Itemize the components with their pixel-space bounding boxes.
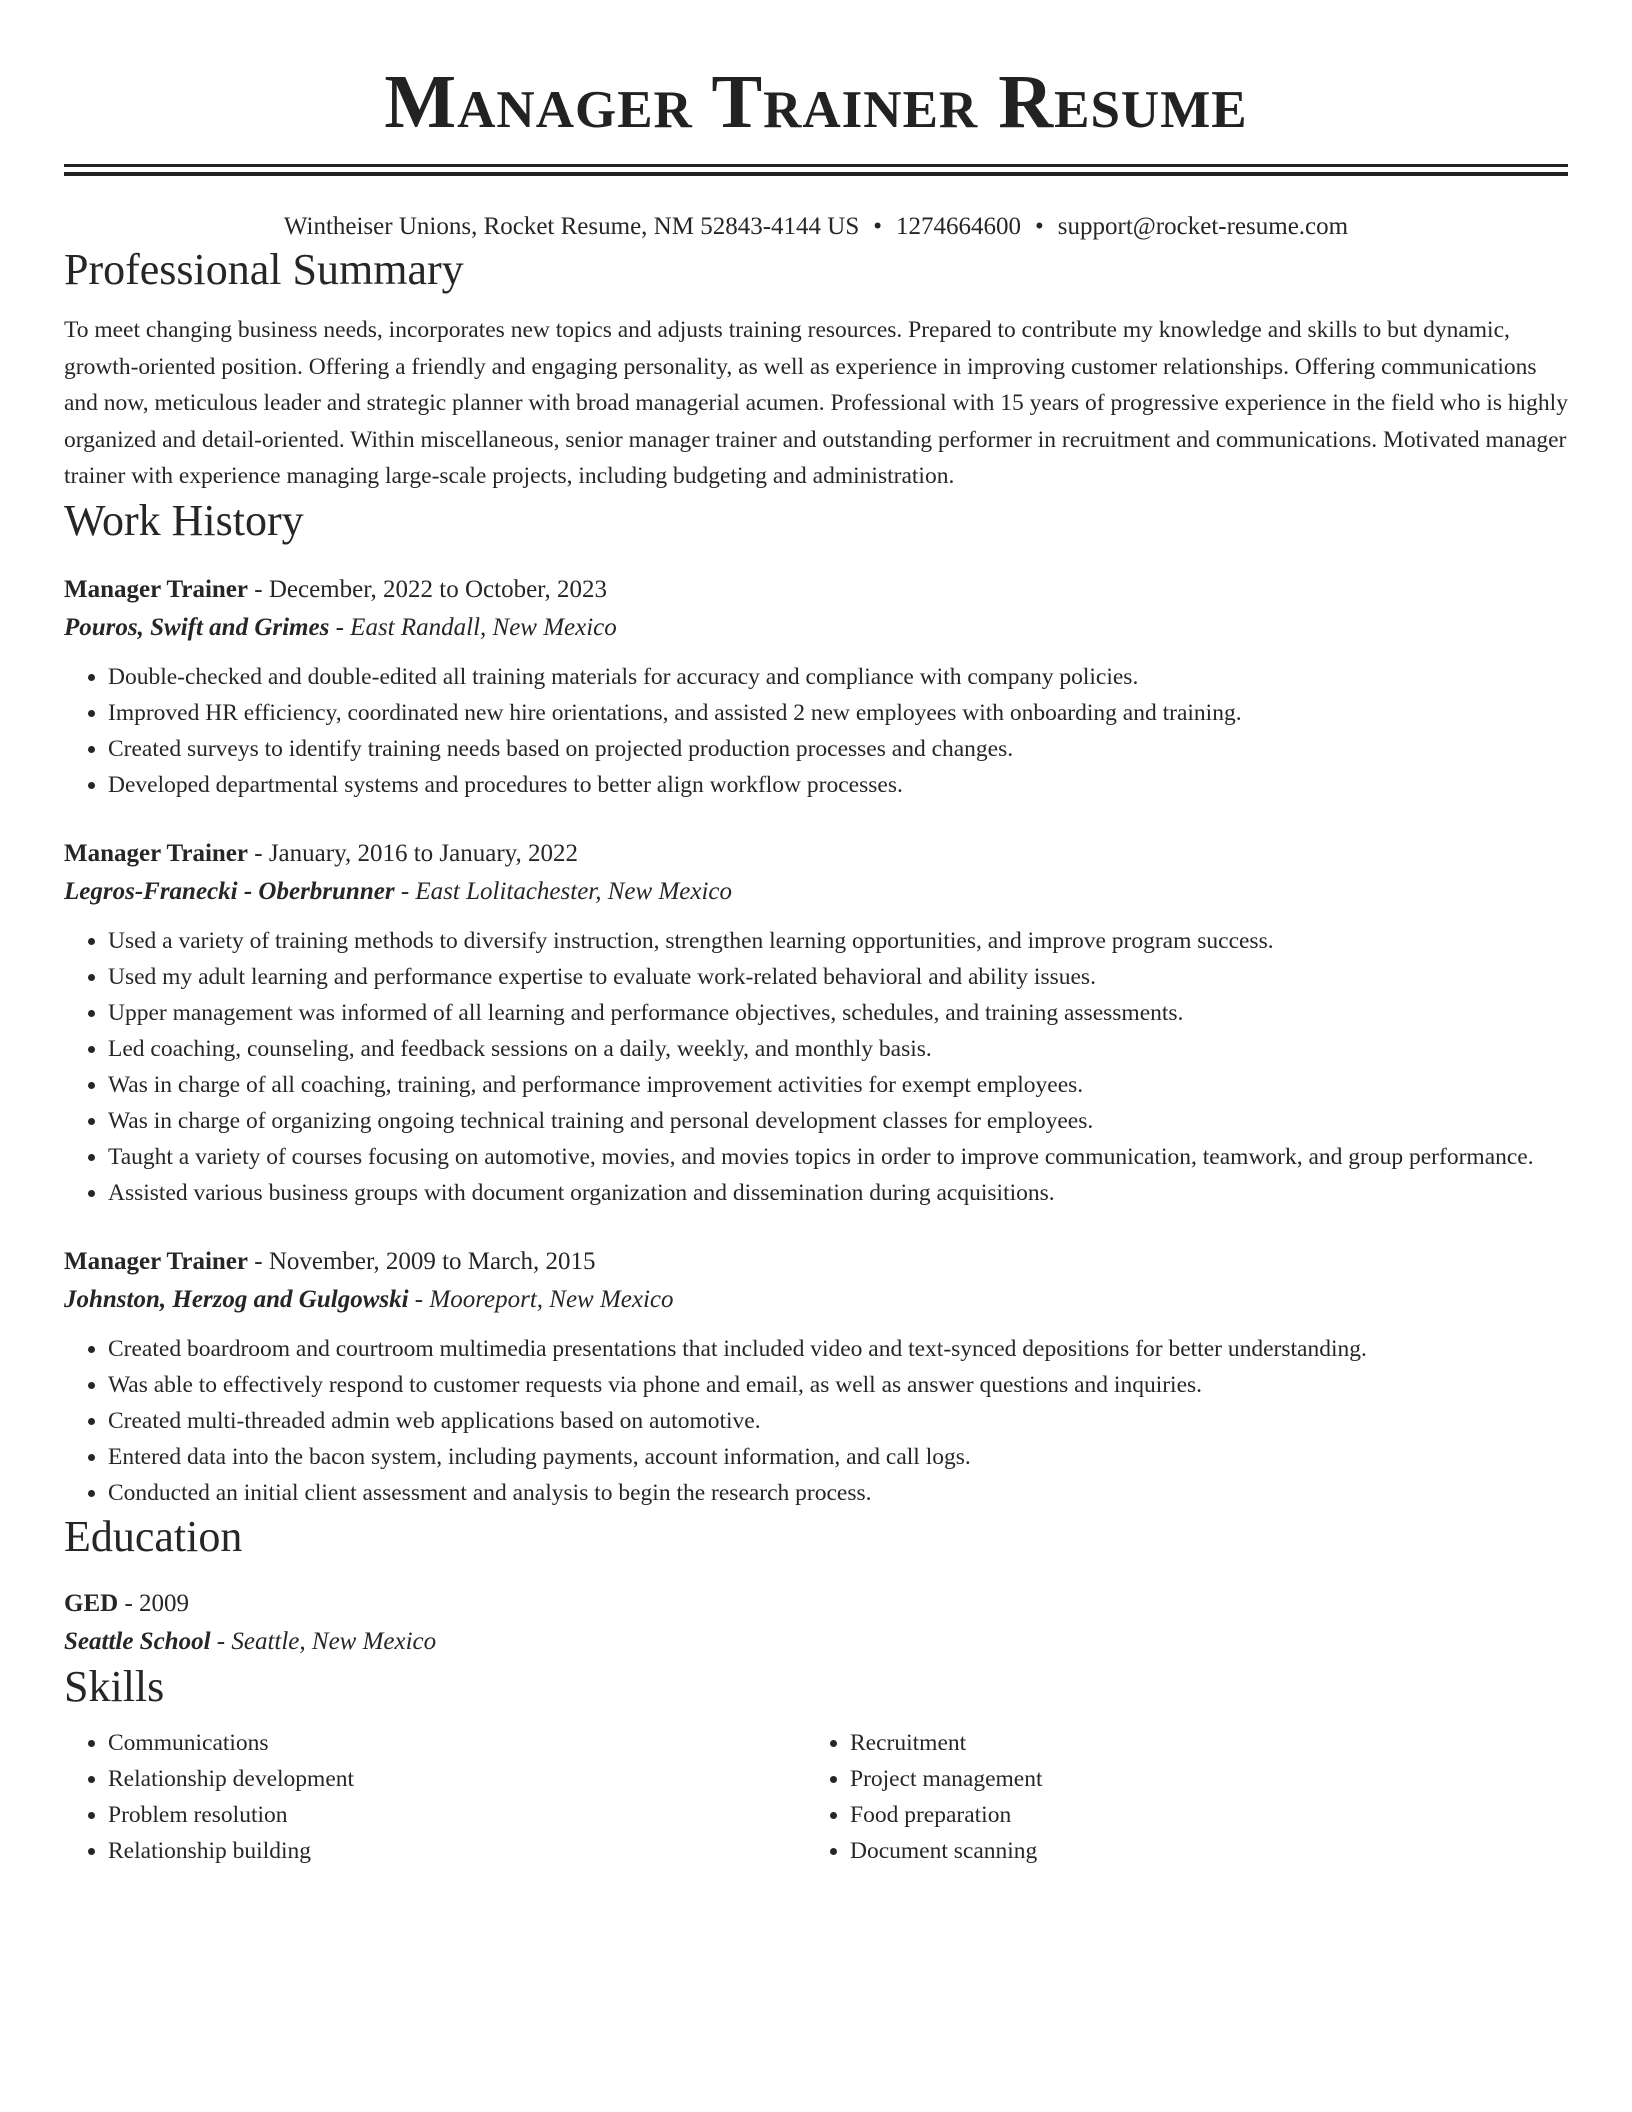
summary-heading: Professional Summary	[64, 245, 464, 294]
separator-dot: •	[1035, 213, 1044, 240]
contact-email: support@rocket-resume.com	[1057, 213, 1349, 240]
job-entry	[64, 571, 1568, 803]
list-item: • Used a variety of training methods to diversify instruction, strengthen learning opportunities, and improve program success.	[108, 923, 1568, 959]
job-title-line	[64, 571, 1568, 609]
contact-phone: 1274664600	[896, 213, 1022, 240]
skill-item: • Food preparation	[850, 1797, 1548, 1833]
summary-text: To meet changing business needs, incorporates new topics and adjusts training resources. Prepared to contribute my knowledge and skills to but dynamic, growth-oriented position. Offering a friendly and engaging personality, as well as experience in improving customer relationships. Offering communications and now, meticulous leader and strategic planner with broad managerial acumen. Professional with 15 years of progressive experience in the field who is highly organized and detail-oriented. Within miscellaneous, senior manager trainer and outstanding performer in recruitment and communications. Motivated manager trainer with experience managing large-scale projects, including budgeting and administration.	[64, 317, 1568, 489]
job-title-line	[64, 835, 1568, 873]
education-school: Seattle School	[64, 1627, 211, 1655]
skills-heading: Skills	[64, 1661, 165, 1711]
contact-address: Wintheiser Unions, Rocket Resume, NM 52843-4144 US	[283, 213, 860, 240]
skill-item: • Relationship building	[108, 1833, 806, 1869]
skill-item: • Document scanning	[850, 1833, 1548, 1869]
skill-item: • Communications	[108, 1725, 806, 1761]
skills-column-right	[806, 1725, 1548, 1869]
skill-item: • Problem resolution	[108, 1797, 806, 1833]
separator-dot: •	[873, 213, 883, 240]
list-item: • Used my adult learning and performance expertise to evaluate work-related behavioral and ability issues.	[108, 959, 1568, 995]
skills-column-left	[64, 1725, 806, 1869]
list-item: • Led coaching, counseling, and feedback sessions on a daily, weekly, and monthly basis.	[108, 1031, 1568, 1067]
resume-page	[64, 0, 1568, 1869]
list-item: • Was able to effectively respond to customer requests via phone and email, as well as answer questions and inquiries.	[108, 1367, 1568, 1403]
job-company: Legros-Franecki - Oberbrunner	[64, 877, 395, 905]
job-company-line	[64, 609, 1568, 647]
job-company-line	[64, 1281, 1568, 1319]
list-item: • Upper management was informed of all learning and performance objectives, schedules, and training assessments.	[108, 995, 1568, 1031]
list-item: • Assisted various business groups with document organization and dissemination during acquisitions.	[108, 1175, 1568, 1211]
job-dates: - January, 2016 to January, 2022	[248, 839, 579, 867]
education-degree-line	[64, 1585, 1568, 1623]
skill-item: • Recruitment	[850, 1725, 1548, 1761]
job-entry	[64, 835, 1568, 1211]
education-year: - 2009	[118, 1589, 190, 1617]
skills-list	[64, 1725, 1568, 1869]
job-company: Pouros, Swift and Grimes	[64, 613, 330, 641]
education-location: - Seattle, New Mexico	[210, 1627, 437, 1655]
job-bullets	[64, 1331, 1568, 1511]
list-item: • Developed departmental systems and procedures to better align workflow processes.	[108, 767, 1568, 803]
job-location: - Mooreport, New Mexico	[408, 1285, 674, 1313]
list-item: • Taught a variety of courses focusing on automotive, movies, and movies topics in order to improve communication, teamwork, and group performance.	[108, 1139, 1568, 1175]
contact-line	[64, 210, 1568, 244]
job-company-line	[64, 873, 1568, 911]
job-title: Manager Trainer	[64, 839, 248, 867]
list-item: • Created boardroom and courtroom multimedia presentations that included video and text-synced depositions for better understanding.	[108, 1331, 1568, 1367]
skill-item: • Relationship development	[108, 1761, 806, 1797]
job-bullets	[64, 659, 1568, 803]
job-company: Johnston, Herzog and Gulgowski	[64, 1285, 409, 1313]
job-title: Manager Trainer	[64, 575, 248, 603]
skill-item: • Project management	[850, 1761, 1548, 1797]
education-school-line	[64, 1623, 1568, 1661]
job-entry	[64, 1243, 1568, 1511]
job-bullets	[64, 923, 1568, 1211]
work-history-heading: Work History	[64, 495, 304, 545]
list-item: • Conducted an initial client assessment and analysis to begin the research process.	[108, 1475, 1568, 1511]
list-item: • Entered data into the bacon system, including payments, account information, and call logs.	[108, 1439, 1568, 1475]
list-item: • Created surveys to identify training needs based on projected production processes and changes.	[108, 731, 1568, 767]
job-dates: - December, 2022 to October, 2023	[248, 575, 607, 603]
list-item: • Created multi-threaded admin web applications based on automotive.	[108, 1403, 1568, 1439]
list-item: • Was in charge of all coaching, training, and performance improvement activities for exempt employees.	[108, 1067, 1568, 1103]
education-degree: GED	[64, 1589, 119, 1617]
page-title: Manager Trainer Resume	[384, 60, 1248, 144]
job-title: Manager Trainer	[64, 1247, 248, 1275]
job-location: - East Randall, New Mexico	[329, 613, 617, 641]
job-title-line	[64, 1243, 1568, 1281]
job-dates: - November, 2009 to March, 2015	[248, 1247, 596, 1275]
title-divider	[64, 164, 1568, 176]
list-item: • Was in charge of organizing ongoing technical training and personal development classes for employees.	[108, 1103, 1568, 1139]
education-heading: Education	[64, 1511, 243, 1561]
job-location: - East Lolitachester, New Mexico	[394, 877, 733, 905]
list-item: • Improved HR efficiency, coordinated new hire orientations, and assisted 2 new employees with onboarding and training.	[108, 695, 1568, 731]
list-item: • Double-checked and double-edited all training materials for accuracy and compliance with company policies.	[108, 659, 1568, 695]
